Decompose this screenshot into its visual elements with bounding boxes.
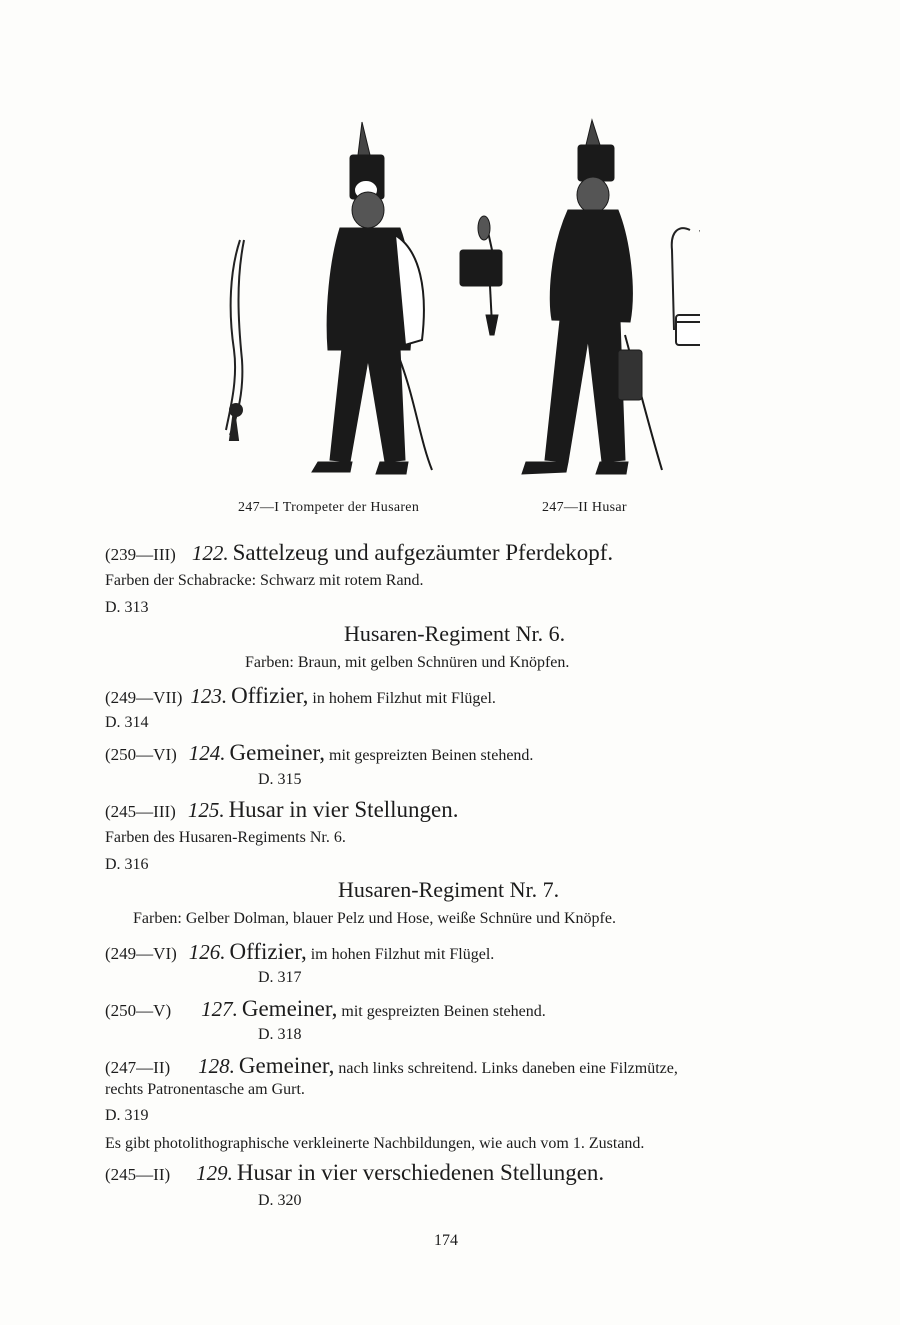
entry-title: Husar in vier verschiedenen Stellungen. bbox=[236, 1160, 605, 1185]
entry-number: 126. bbox=[188, 940, 226, 964]
entry-122 bbox=[105, 540, 613, 566]
entry-title: Gemeiner, bbox=[238, 1053, 335, 1078]
figure-caption-left: 247—I Trompeter der Husaren bbox=[238, 500, 420, 515]
entry-ref: (249—VII) bbox=[105, 688, 183, 707]
catalog-ref: D. 314 bbox=[105, 714, 149, 731]
entry-129 bbox=[105, 1160, 604, 1186]
hussar-figure bbox=[522, 120, 662, 474]
hussar-illustration bbox=[200, 110, 700, 495]
catalog-ref: D. 318 bbox=[258, 1026, 302, 1043]
entry-number: 129. bbox=[196, 1161, 233, 1185]
entry-subtitle: im hohen Filzhut mit Flügel. bbox=[310, 946, 495, 963]
trumpet-cord-drawing bbox=[226, 240, 244, 440]
text-line: rechts Patronentasche am Gurt. bbox=[105, 1081, 305, 1098]
entry-ref: (245—II) bbox=[105, 1165, 171, 1184]
catalog-ref: D. 315 bbox=[258, 771, 302, 788]
entry-ref: (245—III) bbox=[105, 802, 176, 821]
entry-ref: (247—II) bbox=[105, 1058, 171, 1077]
figure-caption-right: 247—II Husar bbox=[542, 500, 627, 515]
entry-number: 122. bbox=[191, 541, 229, 565]
entry-128 bbox=[105, 1053, 678, 1079]
entry-ref: (249—VI) bbox=[105, 944, 177, 963]
entry-126 bbox=[105, 939, 494, 965]
text-line: Es gibt photolithographische verkleinerte Nachbildungen, wie auch vom 1. Zustand. bbox=[105, 1135, 645, 1152]
entry-number: 127. bbox=[201, 997, 238, 1021]
section-heading: Husaren-Regiment Nr. 6. bbox=[344, 621, 566, 646]
text-line: Farben: Gelber Dolman, blauer Pelz und Hose, weiße Schnüre und Knöpfe. bbox=[133, 910, 616, 927]
entry-number: 128. bbox=[198, 1054, 235, 1078]
text-line: Farben der Schabracke: Schwarz mit rotem Rand. bbox=[105, 572, 424, 589]
text-line: Farben des Husaren-Regiments Nr. 6. bbox=[105, 829, 346, 846]
entry-subtitle: nach links schreitend. Links daneben eine Filzmütze, bbox=[338, 1060, 678, 1077]
entry-title: Gemeiner, bbox=[241, 996, 338, 1021]
entry-ref: (239—III) bbox=[105, 545, 176, 564]
entry-123 bbox=[105, 683, 496, 709]
entry-title: Offizier, bbox=[231, 683, 309, 708]
entry-ref: (250—VI) bbox=[105, 745, 177, 764]
trumpeter-figure bbox=[312, 122, 432, 474]
entry-number: 125. bbox=[187, 798, 225, 822]
entry-title: Gemeiner, bbox=[229, 740, 326, 765]
entry-title: Husar in vier Stellungen. bbox=[228, 797, 459, 822]
section-heading: Husaren-Regiment Nr. 7. bbox=[338, 877, 560, 902]
patronentasche-drawing bbox=[672, 228, 700, 345]
entry-subtitle: mit gespreizten Beinen stehend. bbox=[329, 747, 534, 764]
entry-subtitle: mit gespreizten Beinen stehend. bbox=[341, 1003, 546, 1020]
catalog-ref: D. 313 bbox=[105, 599, 149, 616]
catalog-ref: D. 320 bbox=[258, 1192, 302, 1209]
entry-ref: (250—V) bbox=[105, 1001, 172, 1020]
page-number: 174 bbox=[434, 1232, 458, 1249]
text-line: Farben: Braun, mit gelben Schnüren und Knöpfen. bbox=[245, 654, 570, 671]
entry-125 bbox=[105, 797, 459, 823]
catalog-ref: D. 317 bbox=[258, 969, 302, 986]
entry-number: 124. bbox=[188, 741, 226, 765]
filzmuetze-drawing bbox=[460, 216, 502, 335]
entry-subtitle: in hohem Filzhut mit Flügel. bbox=[312, 690, 496, 707]
catalog-ref: D. 316 bbox=[105, 856, 149, 873]
entry-title: Sattelzeug und aufgezäumter Pferdekopf. bbox=[232, 540, 614, 565]
catalog-ref: D. 319 bbox=[105, 1107, 149, 1124]
entry-127 bbox=[105, 996, 546, 1022]
entry-number: 123. bbox=[190, 684, 228, 708]
entry-124 bbox=[105, 740, 533, 766]
entry-title: Offizier, bbox=[229, 939, 307, 964]
